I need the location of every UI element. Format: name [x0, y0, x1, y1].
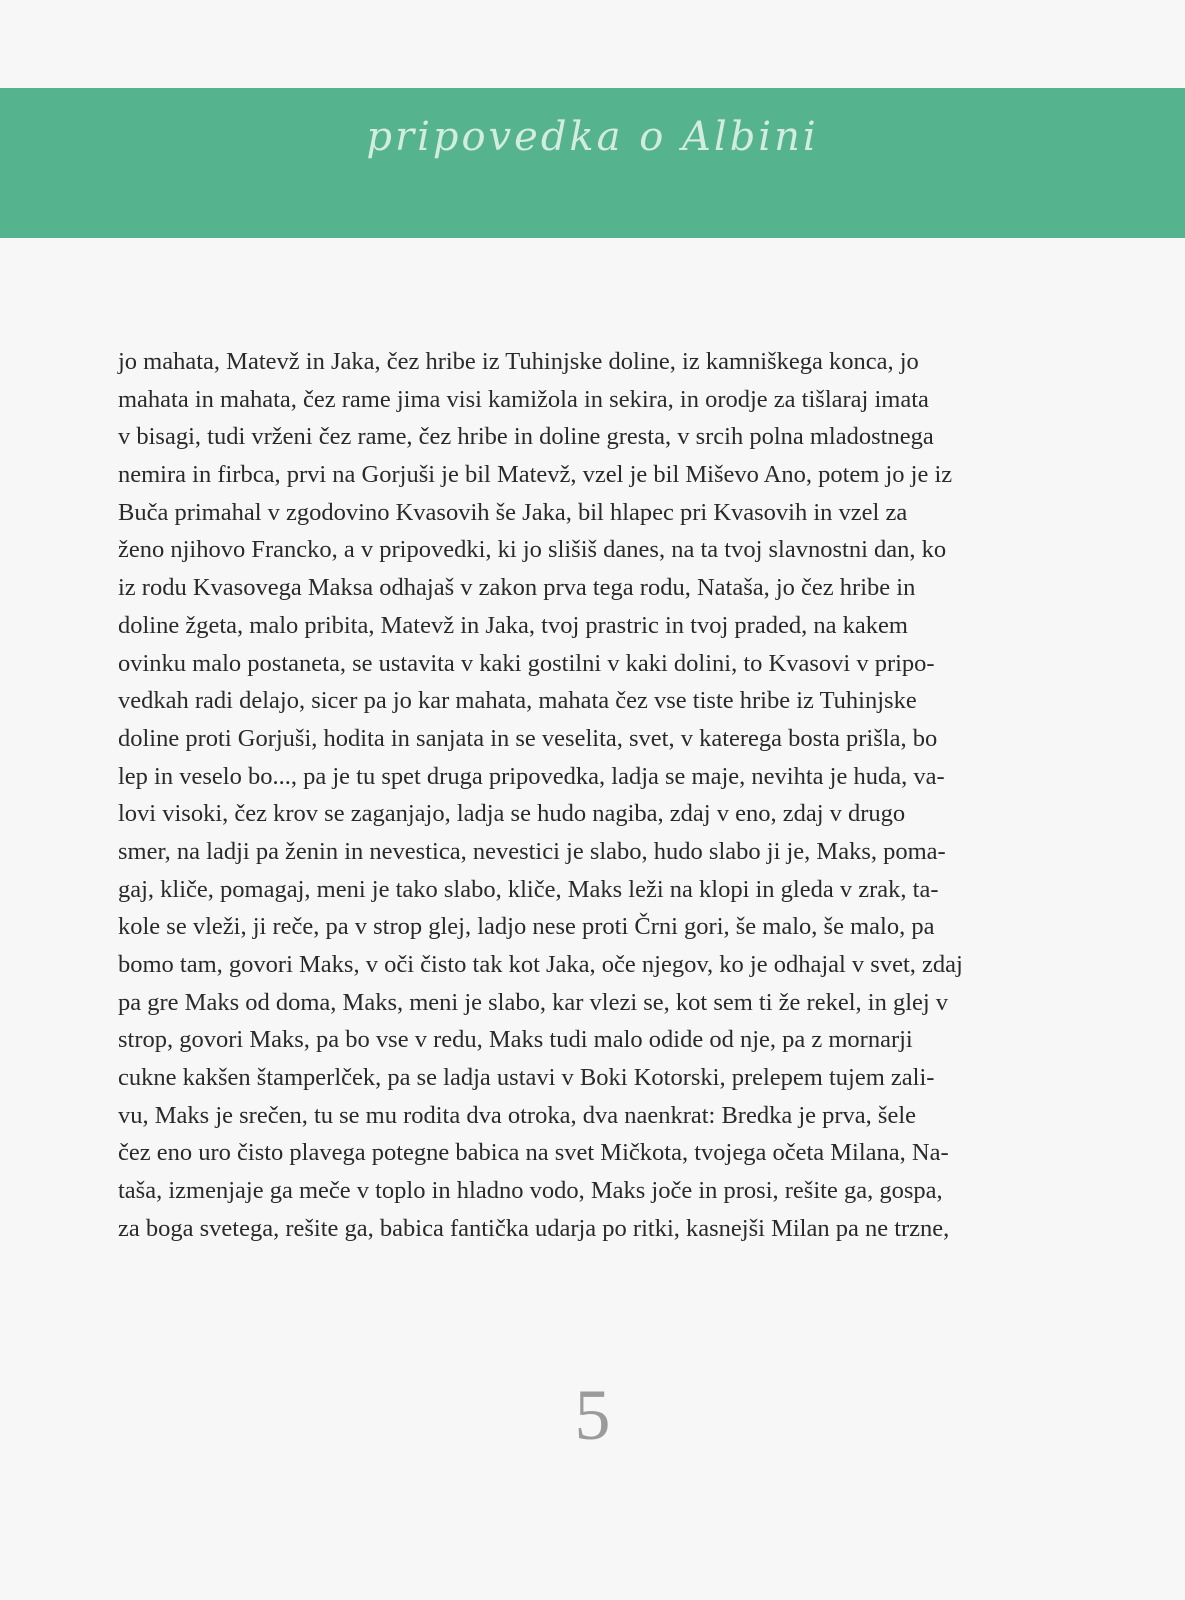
page-number: 5	[574, 1375, 611, 1455]
text-line: za boga svetega, rešite ga, babica fantička udarja po ritki, kasnejši Milan pa ne trzne,	[118, 1214, 950, 1242]
text-line: gaj, kliče, pomagaj, meni je tako slabo, kliče, Maks leži na klopi in gleda v zrak, ta-	[118, 875, 939, 903]
text-line: vedkah radi delajo, sicer pa jo kar mahata, mahata čez vse tiste hribe iz Tuhinjske	[118, 687, 917, 715]
text-line: Buča primahal v zgodovino Kvasovih še Jaka, bil hlapec pri Kvasovih in vzel za	[118, 498, 908, 526]
text-line: lep in veselo bo..., pa je tu spet druga pripovedka, ladja se maje, nevihta je huda, va-	[118, 762, 945, 790]
text-line: pa gre Maks od doma, Maks, meni je slabo, kar vlezi se, kot sem ti že rekel, in glej v	[118, 988, 949, 1016]
text-line: doline proti Gorjuši, hodita in sanjata in se veselita, svet, v katerega bosta prišla, bo	[118, 724, 938, 752]
body-text	[118, 343, 1066, 1248]
running-header-title: pripovedka o Albini	[366, 114, 819, 160]
text-line: taša, izmenjaje ga meče v toplo in hladno vodo, Maks joče in prosi, rešite ga, gospa,	[118, 1177, 943, 1205]
text-line: iz rodu Kvasovega Maksa odhajaš v zakon prva tega rodu, Nataša, jo čez hribe in	[118, 574, 916, 602]
text-line: ženo njihovo Francko, a v pripovedki, ki jo slišiš danes, na ta tvoj slavnostni dan, ko	[118, 536, 947, 564]
text-line: mahata in mahata, čez rame jima visi kamižola in sekira, in orodje za tišlaraj imata	[118, 385, 929, 413]
text-line: strop, govori Maks, pa bo vse v redu, Maks tudi malo odide od nje, pa z mornarji	[118, 1026, 913, 1054]
text-line: kole se vleži, ji reče, pa v strop glej, ladjo nese proti Črni gori, še malo, še malo, pa	[118, 913, 935, 941]
text-line: čez eno uro čisto plavega potegne babica na svet Mičkota, tvojega očeta Milana, Na-	[118, 1139, 949, 1167]
text-line: jo mahata, Matevž in Jaka, čez hribe iz Tuhinjske doline, iz kamniškega konca, jo	[118, 348, 919, 375]
text-line: nemira in firbca, prvi na Gorjuši je bil Matevž, vzel je bil Miševo Ano, potem jo je iz	[118, 461, 953, 489]
text-line: v bisagi, tudi vrženi čez rame, čez hribe in doline gresta, v srcih polna mladostnega	[118, 423, 934, 451]
text-line: cukne kakšen štamperlček, pa se ladja ustavi v Boki Kotorski, prelepem tujem zali-	[118, 1064, 935, 1092]
text-line: doline žgeta, malo pribita, Matevž in Jaka, tvoj prastric in tvoj praded, na kakem	[118, 611, 908, 639]
text-line: ovinku malo postaneta, se ustavita v kaki gostilni v kaki dolini, to Kvasovi v pripo-	[118, 649, 935, 677]
text-line: smer, na ladji pa ženin in nevestica, nevestici je slabo, hudo slabo ji je, Maks, poma-	[118, 837, 946, 865]
text-line: lovi visoki, čez krov se zaganjajo, ladja se hudo nagiba, zdaj v eno, zdaj v drugo	[118, 800, 906, 828]
header-band	[0, 88, 1185, 238]
text-line: vu, Maks je srečen, tu se mu rodita dva otroka, dva naenkrat: Bredka je prva, šele	[118, 1101, 917, 1129]
text-line: bomo tam, govori Maks, v oči čisto tak kot Jaka, oče njegov, ko je odhajal v svet, zdaj	[118, 951, 963, 978]
